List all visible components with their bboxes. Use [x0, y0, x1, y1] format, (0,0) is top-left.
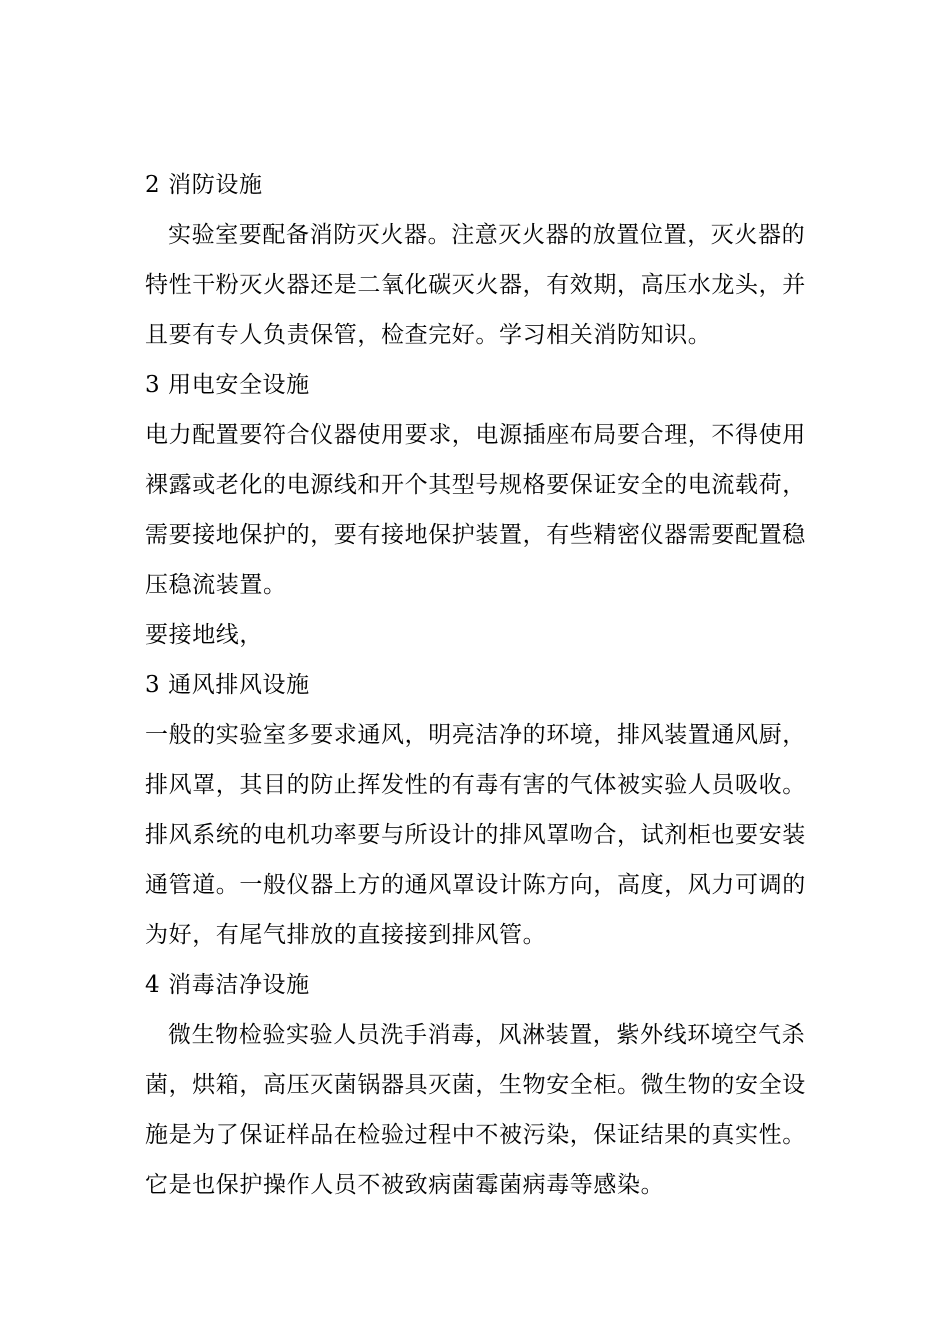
- paragraph-line: 微生物检验实验人员洗手消毒，风淋装置，紫外线环境空气杀: [168, 1022, 806, 1048]
- paragraph-line: 实验室要配备消防灭火器。注意灭火器的放置位置，灭火器的: [168, 222, 806, 248]
- paragraph-line: 通管道。一般仪器上方的通风罩设计陈方向，高度，风力可调的: [145, 872, 806, 898]
- paragraph-line: 需要接地保护的，要有接地保护装置，有些精密仪器需要配置稳: [145, 522, 806, 548]
- section-heading-ventilation: 3 通风排风设施: [145, 672, 310, 698]
- paragraph-line: 且要有专人负责保管，检查完好。学习相关消防知识。: [145, 322, 712, 348]
- paragraph-line: 它是也保护操作人员不被致病菌霉菌病毒等感染。: [145, 1172, 665, 1198]
- paragraph-line: 要接地线，: [145, 622, 263, 648]
- paragraph-line: 施是为了保证样品在检验过程中不被污染，保证结果的真实性。: [145, 1122, 806, 1148]
- paragraph-line: 排风罩，其目的防止挥发性的有毒有害的气体被实验人员吸收。: [145, 772, 806, 798]
- section-heading-electrical: 3 用电安全设施: [145, 372, 310, 398]
- paragraph-line: 排风系统的电机功率要与所设计的排风罩吻合，试剂柜也要安装: [145, 822, 806, 848]
- paragraph-line: 裸露或老化的电源线和开个其型号规格要保证安全的电流载荷，: [145, 472, 806, 498]
- paragraph-line: 菌，烘箱，高压灭菌锅器具灭菌，生物安全柜。微生物的安全设: [145, 1072, 806, 1098]
- section-heading-disinfection: 4 消毒洁净设施: [145, 972, 310, 998]
- section-heading-fire: 2 消防设施: [145, 172, 263, 198]
- paragraph-line: 一般的实验室多要求通风，明亮洁净的环境，排风装置通风厨，: [145, 722, 806, 748]
- paragraph-line: 特性干粉灭火器还是二氧化碳灭火器，有效期，高压水龙头，并: [145, 272, 806, 298]
- paragraph-line: 电力配置要符合仪器使用要求，电源插座布局要合理，不得使用: [145, 422, 806, 448]
- paragraph-line: 为好，有尾气排放的直接接到排风管。: [145, 922, 547, 948]
- paragraph-line: 压稳流装置。: [145, 572, 287, 598]
